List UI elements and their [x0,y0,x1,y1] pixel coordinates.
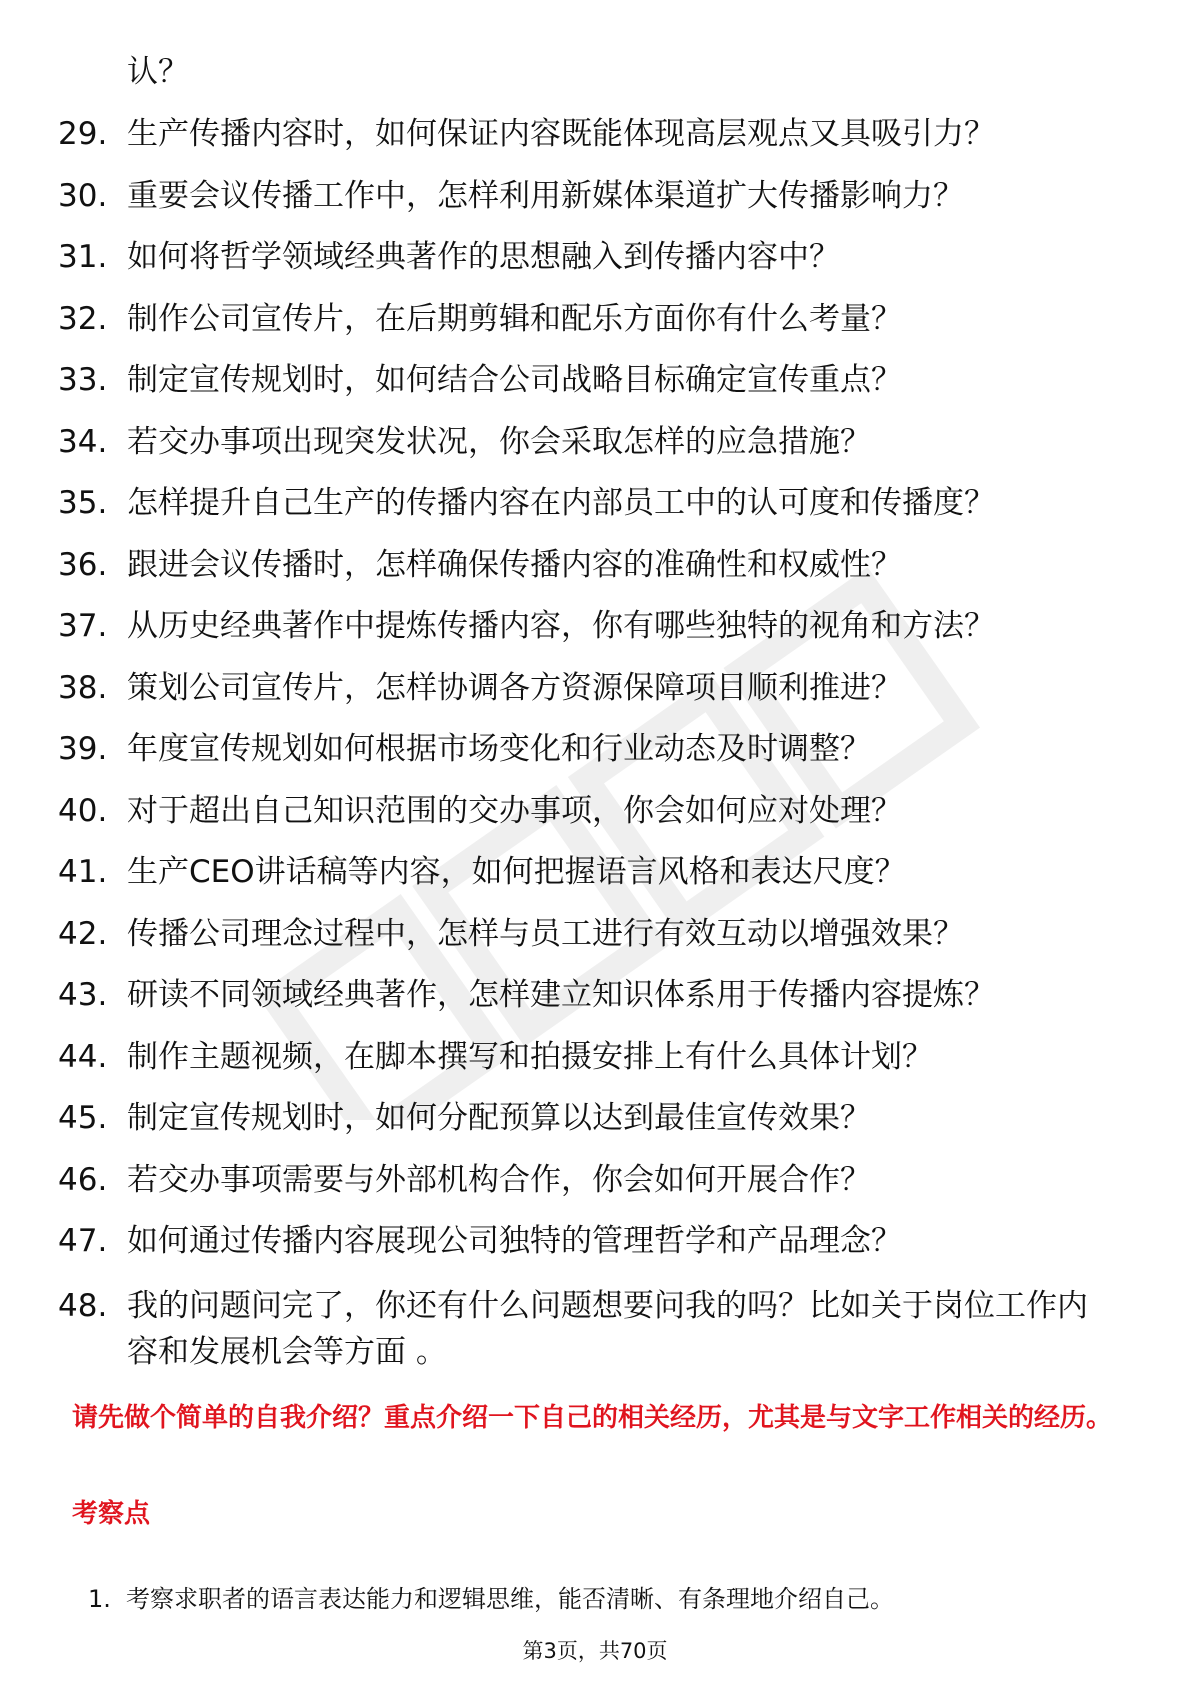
list-item-number: 43. [58,977,108,1013]
list-item [58,422,1118,462]
list-item [58,545,1118,585]
list-item-text: 年度宣传规划如何根据市场变化和行业动态及时调整？ [127,731,871,767]
list-item-text: 生产CEO讲话稿等内容，如何把握语言风格和表达尺度？ [127,854,906,890]
list-item-number: 38. [58,669,108,706]
list-item [58,1221,1118,1261]
list-item-number: 44. [58,1038,108,1075]
list-item-number: 39. [58,731,108,767]
list-item [58,1160,1118,1200]
points-list [88,1582,894,1616]
list-item [58,483,1118,523]
list-item-text: 制作主题视频，在脚本撰写和拍摄安排上有什么具体计划？ [127,1038,933,1075]
list-item-text: 我的问题问完了，你还有什么问题想要问我的吗？比如关于岗位工作内容和发展机会等方面 。 [127,1287,1088,1370]
list-item [58,975,1118,1015]
list-item-number: 30. [58,177,108,214]
list-item-number: 42. [58,915,108,952]
list-item-number: 33. [58,362,108,398]
point-text: 考察求职者的语言表达能力和逻辑思维，能否清晰、有条理地介绍自己。 [126,1585,894,1613]
list-item-number: 29. [58,116,108,152]
list-item-text: 生产传播内容时，如何保证内容既能体现高层观点又具吸引力？ [127,116,995,152]
point-number: 1. [88,1585,111,1613]
highlight-question: 请先做个简单的自我介绍？重点介绍一下自己的相关经历，尤其是与文字工作相关的经历。 [72,1403,1113,1433]
list-item-text: 研读不同领域经典著作，怎样建立知识体系用于传播内容提炼？ [127,977,995,1013]
list-item-text: 重要会议传播工作中，怎样利用新媒体渠道扩大传播影响力？ [127,177,964,214]
list-item-text: 如何将哲学领域经典著作的思想融入到传播内容中？ [127,239,840,275]
list-item-number: 41. [58,854,108,890]
list-item [58,852,1118,892]
list-item-number: 47. [58,1223,108,1259]
list-item [58,606,1118,646]
list-item-text: 制定宣传规划时，如何分配预算以达到最佳宣传效果？ [127,1100,871,1136]
continuation-text: 认？ [127,54,189,90]
list-item-number: 32. [58,300,108,337]
list-item-text: 制定宣传规划时，如何结合公司战略目标确定宣传重点？ [127,362,902,398]
list-item-text: 策划公司宣传片，怎样协调各方资源保障项目顺利推进？ [127,669,902,706]
list-item-text: 跟进会议传播时，怎样确保传播内容的准确性和权威性？ [127,546,902,583]
list-item-text: 从历史经典著作中提炼传播内容，你有哪些独特的视角和方法？ [127,608,995,644]
list-item-text: 若交办事项出现突发状况，你会采取怎样的应急措施？ [127,423,871,460]
list-item [58,237,1118,277]
list-item [58,299,1118,339]
list-item [58,914,1118,954]
list-item-number: 46. [58,1161,108,1198]
list-item-number: 40. [58,792,108,829]
list-item [58,668,1118,708]
list-item [58,791,1118,831]
list-item-text: 对于超出自己知识范围的交办事项，你会如何应对处理？ [127,792,902,829]
point-item [88,1582,894,1616]
section-title: 考察点 [72,1499,151,1529]
list-item [58,1037,1118,1077]
list-item-text: 传播公司理念过程中，怎样与员工进行有效互动以增强效果？ [127,915,964,952]
list-item [58,729,1118,769]
list-item-number: 31. [58,239,108,275]
list-item-text: 如何通过传播内容展现公司独特的管理哲学和产品理念？ [127,1223,902,1259]
list-item-number: 36. [58,546,108,583]
list-item-number: 35. [58,485,108,521]
list-item [58,1098,1118,1138]
list-item [58,176,1118,216]
list-item-number: 48. [58,1287,108,1324]
list-item-text: 若交办事项需要与外部机构合作，你会如何开展合作？ [127,1161,871,1198]
list-item-text: 怎样提升自己生产的传播内容在内部员工中的认可度和传播度？ [127,485,995,521]
list-item-number: 45. [58,1100,108,1136]
list-item-text: 制作公司宣传片，在后期剪辑和配乐方面你有什么考量？ [127,300,902,337]
list-item [58,1283,1118,1375]
list-item-number: 34. [58,423,108,460]
page-footer: 第3页，共70页 [522,1639,668,1663]
list-item [58,114,1118,154]
question-list [58,114,1118,1396]
list-item [58,360,1118,400]
list-item-number: 37. [58,608,108,644]
